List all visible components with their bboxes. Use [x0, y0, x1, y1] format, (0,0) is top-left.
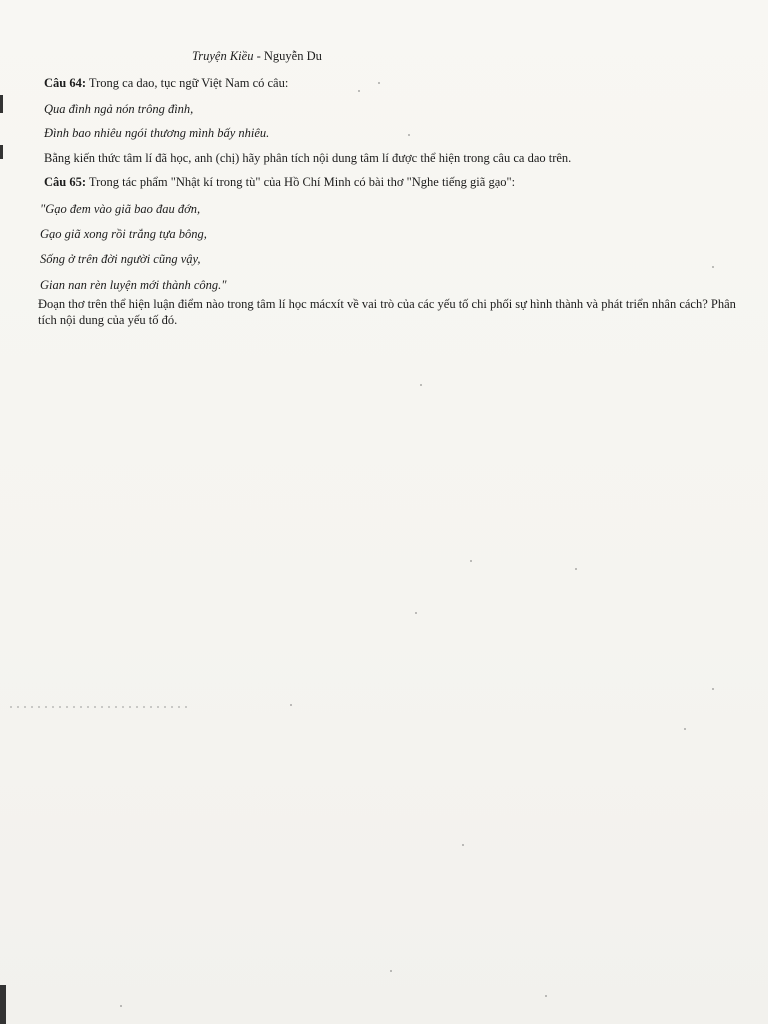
question-65-label: Câu 65:: [44, 175, 87, 189]
question-65-intro: Trong tác phẩm "Nhật kí trong tù" của Hồ Chí Minh có bài thơ "Nghe tiếng giã gạo":: [86, 175, 516, 189]
question-65-verse-line-3: Sống ở trên đời người cũng vậy,: [40, 252, 201, 266]
scan-speck: [415, 612, 417, 614]
scan-speck: [545, 995, 547, 997]
question-64-prompt: Bằng kiến thức tâm lí đã học, anh (chị) hãy phân tích nội dung tâm lí được thể hiện trong câu ca dao trên.: [44, 151, 572, 165]
question-65-verse-line-4: Gian nan rèn luyện mới thành công.": [40, 278, 227, 292]
scan-speck: [712, 266, 714, 268]
scan-speck: [290, 704, 292, 706]
question-65-verse-line-2: Gạo giã xong rồi trắng tựa bông,: [40, 227, 207, 241]
scan-speck: [420, 384, 422, 386]
question-64-verse-line-2: Đình bao nhiêu ngói thương mình bấy nhiêu.: [44, 126, 270, 140]
scan-edge-mark: [0, 985, 6, 1024]
scan-speck: [378, 82, 380, 84]
scan-edge-mark: [0, 145, 3, 159]
question-64-verse-line-1: Qua đình ngả nón trông đình,: [44, 102, 194, 116]
scan-speck: [408, 134, 410, 136]
scan-speck: [462, 844, 464, 846]
question-65-verse-line-1: "Gạo đem vào giã bao đau đớn,: [40, 202, 201, 216]
scan-speck: [575, 568, 577, 570]
work-title: Truyện Kiều: [192, 49, 254, 63]
faint-scan-streak: [10, 706, 190, 708]
scan-speck: [712, 688, 714, 690]
question-65-prompt: Đoạn thơ trên thể hiện luận điểm nào trong tâm lí học mácxít về vai trò của các yếu tố chi phối sự hình thành và phát triển nhân cách? Phân tích nội dung của yếu tố đó.: [38, 297, 736, 327]
scan-edge-mark: [0, 95, 3, 113]
scan-speck: [390, 970, 392, 972]
scan-speck: [470, 560, 472, 562]
scan-speck: [358, 90, 360, 92]
question-65-heading: [44, 174, 515, 190]
question-64-intro: Trong ca dao, tục ngữ Việt Nam có câu:: [86, 76, 289, 90]
author-name: Nguyễn Du: [263, 49, 322, 63]
question-64-label: Câu 64:: [44, 76, 87, 90]
page-header: [192, 48, 322, 64]
scan-speck: [120, 1005, 122, 1007]
header-separator: -: [253, 49, 264, 63]
scan-speck: [684, 728, 686, 730]
question-64-heading: [44, 75, 288, 91]
